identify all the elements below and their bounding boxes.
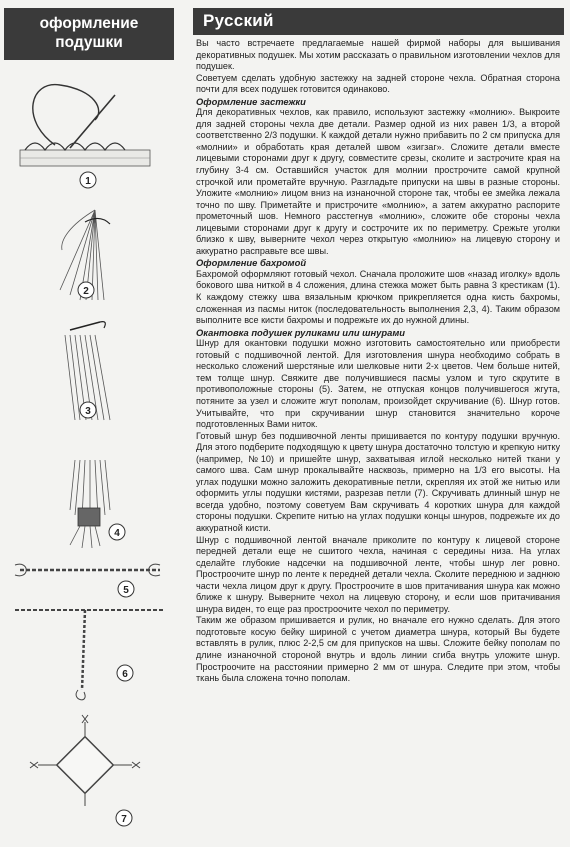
figure-2-number [78, 282, 94, 298]
figure-5-number [118, 581, 134, 597]
figure-1-label: 1 [85, 176, 91, 187]
section-paragraph: Бахромой оформляют готовый чехол. Сначала проложите шов «назад иголку» вдоль бокового шва ниткой в 4 сложения, длина стежка может быть равна 3 крестикам (1). К каждому стежку шва вязальным крючком прикрепляется одна кисть бахромы, сложенная из пасмы ниток (последовательность выполнения 2,3, 4). Таким образом выполните все кисти бахромы и подрежьте их до нужной длины. [196, 268, 560, 326]
figure-6-label: 6 [122, 669, 128, 680]
section-paragraph: Шнур для окантовки подушки можно изготовить самостоятельно или приобрести готовый с подшивочной лентой. Для изготовления шнура необходимо собрать в несколько сложений шерстяные или шелковые нити 2-х цветов. Чем больше нитей, тем толще шнур. Свяжите две получившиеся пасмы узлом и туго скрутите в противоположные стороны (5). Затем, не отпуская концов получившегося жгута, потяните за узел и сложите жгут пополам, произойдет скручивание (6). Шнур готов. Учитывайте, что при скручивании шнур становится значительно короче подготовленных Вами ниток. [196, 338, 560, 430]
figure-3-label: 3 [85, 406, 91, 417]
figure-5-twisted-cord [15, 564, 160, 576]
section-heading-fringe: Оформление бахромой [196, 257, 307, 269]
figure-4-number [109, 524, 125, 540]
figure-4-finished-tassel [70, 460, 110, 548]
figure-7-pillow-corners [30, 715, 140, 806]
figure-1-needle-stitch [20, 85, 150, 166]
intro-paragraph: Вы часто встречаете предлагаемые нашей фирмой наборы для вышивания декоративных подушек. Мы хотим рассказать о правильном изготовлении чехлов для подушек. [196, 38, 560, 72]
figure-7-number [116, 810, 132, 826]
intro-paragraph: Советуем сделать удобную застежку на задней стороне чехла. Обратная сторона почти для всех подушек готовится одинаково. [196, 72, 560, 95]
section-heading-cord: Окантовка подушек руликами или шнурами [196, 326, 405, 338]
section-paragraph: Для декоративных чехлов, как правило, используют застежку «молнию». Выкроите для задней стороны чехла две детали. Размер одной из них равен 1/3, а второй соответственно 2/3 подушки. К каждой детали нужно прибавить по 2 см припуска для «молнии» и обработать края деталей швом «зигзаг». Сложите детали вместе лицевыми сторонами друг к другу, совместите срезы, сколите и застрочите края на глубину 3-4 см. Оставшийся участок для молнии прострочите самой крупной строчкой или прометайте вручную. Разгладьте припуски на швы в разные стороны. Уложите «молнию» лицом вниз на изнаночной стороне так, чтобы ее змейка лежала точно по шву. Приметайте и пристрочите «молнию», а затем аккуратно распорите прометочный шов. Немного расстегнув «молнию», сложите обе стороны чехла лицевыми сторонами друг к другу и сострочите их по периметру. Срежьте уголки близко к шву, выверните чехол через открытую «молнию» на лицевую сторону и аккуратно расправьте все швы. [196, 107, 560, 256]
figure-2-label: 2 [83, 286, 89, 297]
section-paragraph: Таким же образом пришивается и рулик, но вначале его нужно сделать. Для этого подготовьте косую бейку шириной с учетом диаметра шнура, который Вы будете вставлять в рулик, плюс 2-2,5 см для припусков на швы. Сложите бейку пополам по длине изнаночной стороной внутрь и вдоль линии сгиба внутрь уложите шнур. Простроочите на расстоянии примерно 2 мм от шнура. Следите при этом, чтобы ткань была сложена точно пополам. [196, 615, 560, 684]
figure-3-number [80, 402, 96, 418]
sidebar-title-line1: оформление [39, 15, 139, 32]
figure-6-folded-cord [15, 610, 165, 700]
figure-7-label: 7 [121, 814, 127, 825]
section-heading-zipper: Оформление застежки [196, 95, 306, 107]
figure-1-number [80, 172, 96, 188]
figure-5-label: 5 [123, 585, 129, 596]
article-content [196, 38, 560, 844]
sidebar-title-line2: подушки [55, 34, 123, 51]
sidebar-title [4, 8, 174, 60]
language-header [193, 8, 564, 35]
illustration-column [0, 60, 190, 847]
section-paragraph: Готовый шнур без подшивочной ленты пришивается по контуру подушки вручную. Для этого подберите подходящую к цвету шнура достаточно толстую и крепкую нитку (например, №10) и пришейте шнур, захватывая иглой несколько нитей ткани у самого шва. Сам шнур прокалывайте насквозь, примерно на 1/3 его высоты. На углах подушки можно заложить декоративные петли, скрепляя их этой же нитью или оформить углы подушки кистями, разрезав петли (7). Скручивать длинный шнур не всегда удобно, поэтому советуем Вам скручивать 4 коротких шнура для каждой стороны подушки. Скрепите нитью на углах подушки концы шнуров, подрежьте их до аккуратной кисти. [196, 430, 560, 533]
figure-6-number [117, 665, 133, 681]
figure-4-label: 4 [114, 528, 120, 539]
section-paragraph: Шнур с подшивочной лентой вначале приколите по контуру к лицевой стороне передней детали еще не сшитого чехла, начиная с середины низа. На углах сделайте глубокие надсечки на подшивочной ленте, чтобы шнур лег ровно. Простроочите шнур по ленте к передней детали чехла. Сколите переднюю и заднюю части чехла лицом друг к другу. Простроочите в шов притачивания шнура как можно ближе к шнуру. Выверните чехол на лицевую сторону, и если шов притачивания шнура виден, то еще раз простроочите чехол по периметру. [196, 534, 560, 614]
language-label: Русский [203, 11, 274, 30]
